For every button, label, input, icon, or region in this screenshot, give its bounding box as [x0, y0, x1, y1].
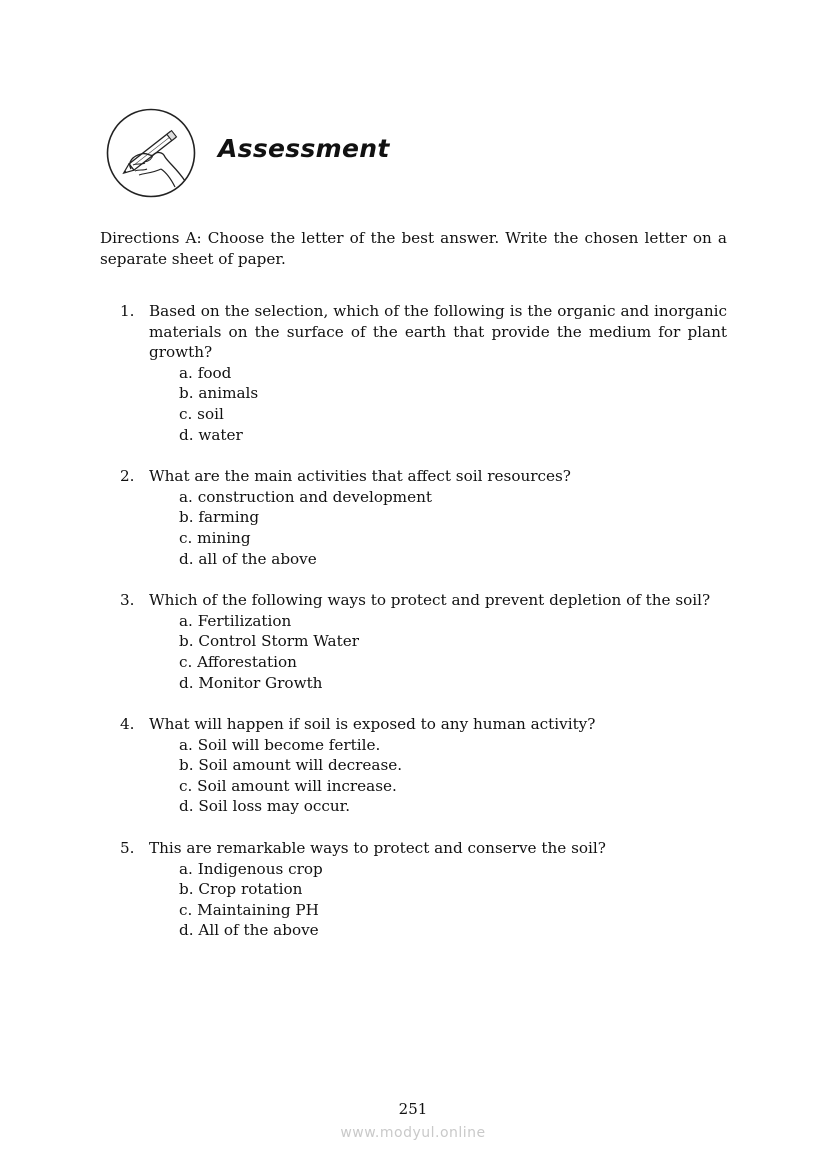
choice-list [100, 363, 727, 445]
choice-item: a. construction and development [179, 487, 432, 506]
choice-item: b. Crop rotation [179, 880, 303, 899]
choice-item: c. Maintaining PH [179, 900, 319, 919]
choice-list [100, 487, 727, 569]
choice-item: d. water [179, 425, 243, 444]
question-list [100, 301, 727, 962]
choice-item: a. food [179, 363, 232, 382]
choice-list [100, 859, 727, 941]
choice-item: b. animals [179, 384, 259, 403]
question-text: What will happen if soil is exposed to any human activity? [149, 715, 596, 734]
choice-item: a. Fertilization [179, 611, 292, 630]
choice-item: a. Indigenous crop [179, 859, 323, 878]
choice-item: d. all of the above [179, 549, 317, 568]
question-number: 1. [120, 302, 135, 320]
directions-text: Directions A: Choose the letter of the best answer. Write the chosen letter on a separate sheet of paper. [100, 229, 727, 268]
question-number: 5. [120, 839, 135, 858]
question-number: 3. [120, 591, 135, 610]
question-text: This are remarkable ways to protect and conserve the soil? [149, 839, 606, 858]
question-number: 4. [120, 715, 135, 734]
choice-item: b. Soil amount will decrease. [179, 756, 403, 775]
page-title: Assessment [218, 134, 390, 163]
choice-list [100, 611, 727, 693]
choice-item: a. Soil will become fertile. [179, 735, 381, 754]
choice-item: b. farming [179, 508, 260, 527]
watermark: www.modyul.online [340, 1125, 486, 1141]
question-item [100, 301, 727, 445]
question-text: Based on the selection, which of the following is the organic and inorganic materials on the surface of the earth that provide the medium for plant growth? [149, 302, 727, 362]
question-text: Which of the following ways to protect and prevent depletion of the soil? [149, 591, 711, 610]
choice-item: d. All of the above [179, 921, 319, 940]
choice-item: d. Monitor Growth [179, 673, 323, 692]
question-item [100, 466, 727, 569]
choice-item: c. Soil amount will increase. [179, 776, 397, 795]
choice-item: c. Afforestation [179, 652, 297, 671]
choice-item: d. Soil loss may occur. [179, 797, 351, 816]
choice-item: b. Control Storm Water [179, 632, 359, 651]
question-text: What are the main activities that affect soil resources? [149, 467, 571, 486]
choice-item: c. soil [179, 404, 224, 423]
question-item [100, 714, 727, 817]
choice-item: c. mining [179, 528, 251, 547]
page-number: 251 [398, 1100, 428, 1118]
question-item [100, 838, 727, 941]
question-item [100, 590, 727, 693]
hand-writing-pencil-icon [105, 107, 197, 199]
question-number: 2. [120, 467, 135, 486]
choice-list [100, 735, 727, 817]
